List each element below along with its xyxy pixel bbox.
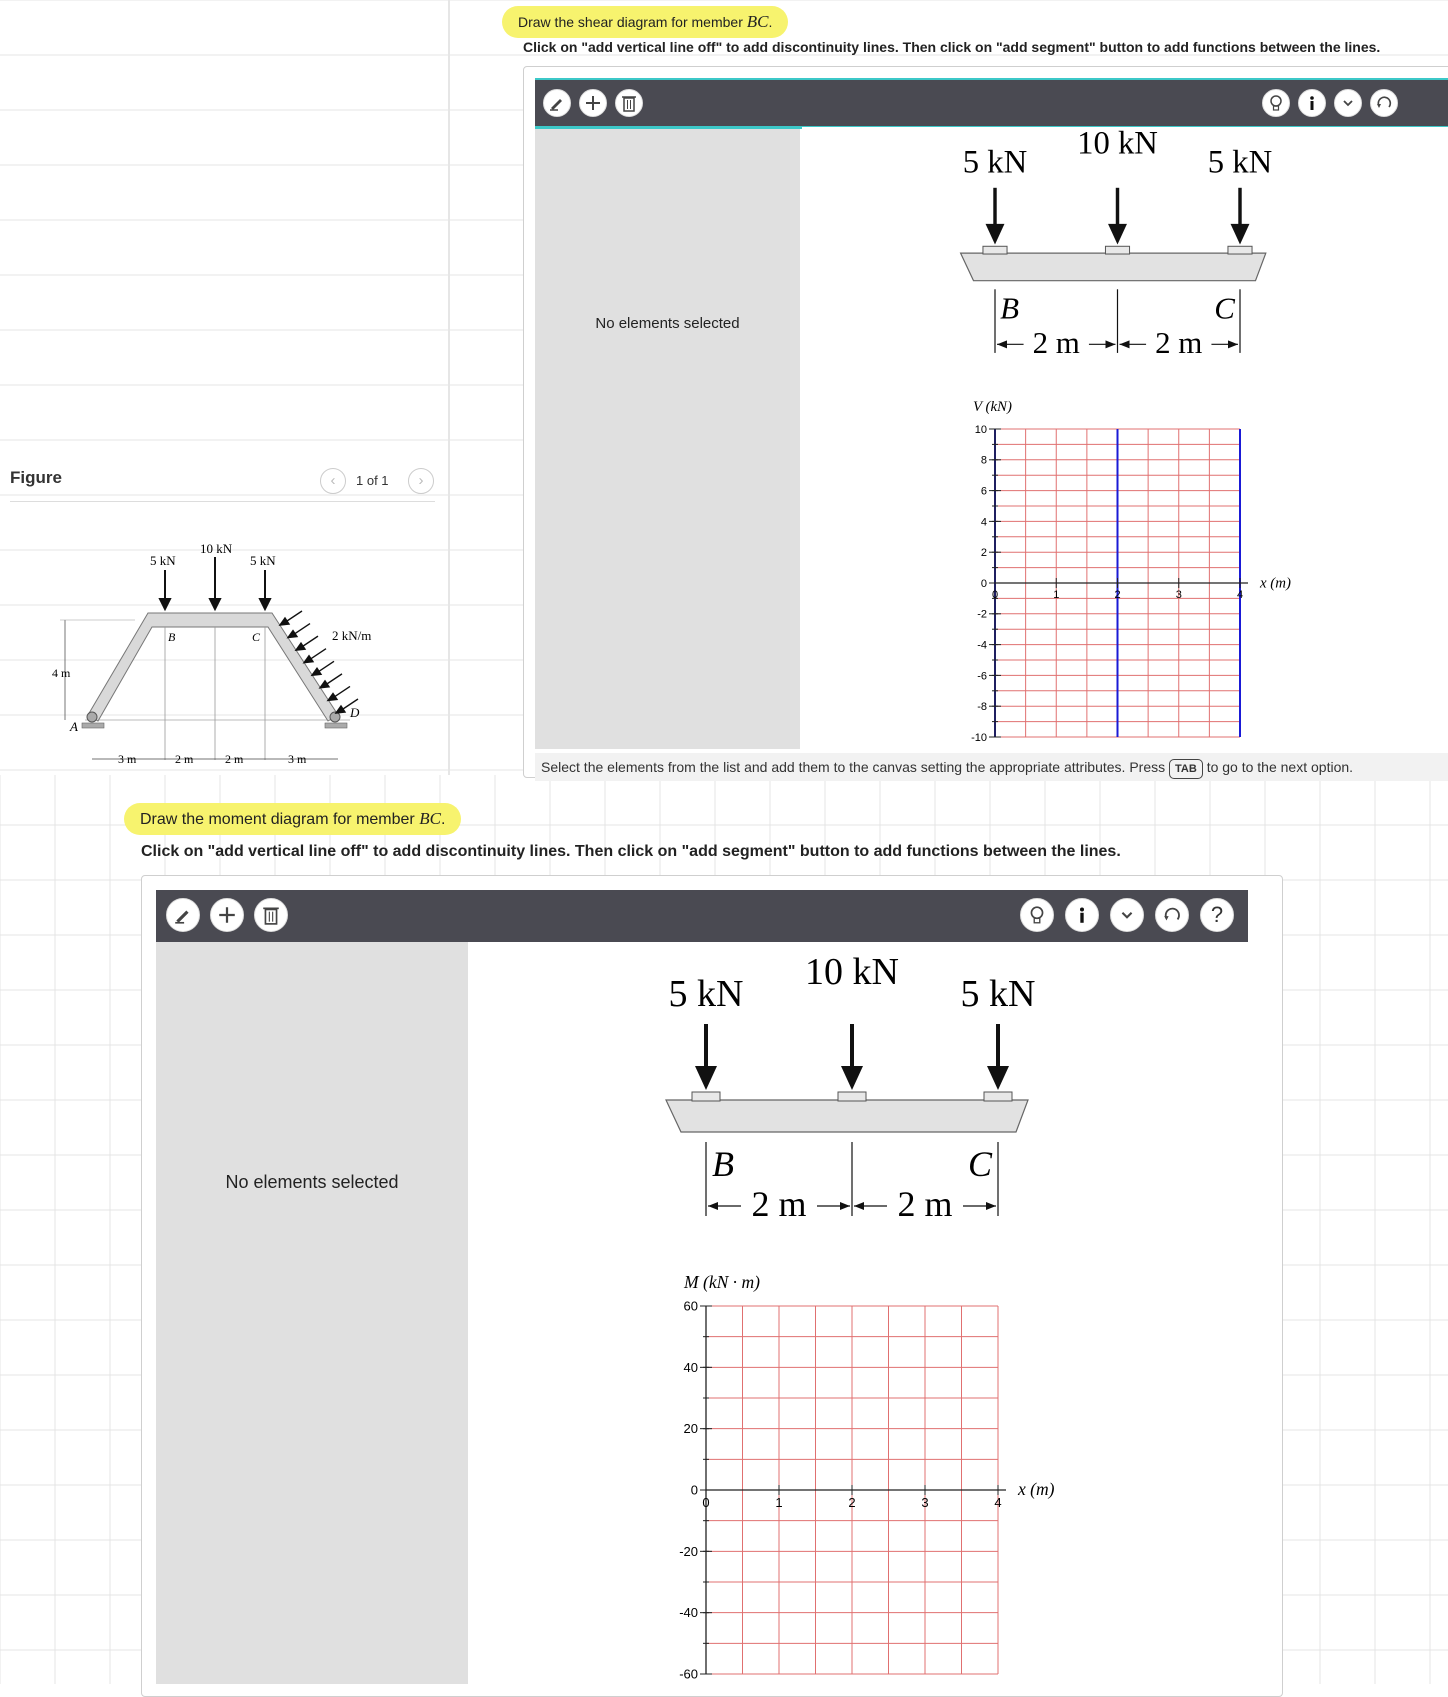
y-tick-label: 8 — [980, 454, 987, 467]
y-tick-label: -4 — [977, 639, 987, 652]
shear-member: BC — [746, 12, 769, 31]
chevron-left-icon[interactable]: ‹ — [320, 468, 346, 494]
shear-canvas-svg[interactable] — [802, 127, 1448, 749]
beam-body — [666, 1100, 1028, 1132]
beam-dim-arrow — [1228, 340, 1238, 348]
x-tick-label: 4 — [1236, 589, 1244, 601]
beam-load-plate — [1105, 246, 1129, 254]
beam-label-B: B — [1000, 290, 1020, 326]
shear-task-title: Draw the shear diagram for member BC. — [502, 6, 788, 38]
y-tick-label: -8 — [977, 701, 987, 714]
chevron-right-icon[interactable]: › — [408, 468, 434, 494]
y-axis-label: V (kN) — [973, 399, 1012, 415]
moment-member: BC — [419, 809, 441, 828]
beam-load-plate — [692, 1092, 720, 1101]
support-A — [87, 712, 97, 722]
y-tick-label: 0 — [690, 1482, 698, 1498]
fig-span-1: 3 m — [118, 752, 137, 766]
y-tick-label: -6 — [977, 670, 987, 683]
fig-span-2: 2 m — [175, 752, 194, 766]
lightbulb-icon[interactable] — [1262, 89, 1290, 117]
fig-load-1: 5 kN — [150, 553, 176, 568]
y-tick-label: 60 — [683, 1298, 698, 1314]
draw-tool-icon[interactable] — [543, 89, 571, 117]
reset-icon[interactable] — [1155, 898, 1189, 932]
dist-load-arrowhead — [280, 618, 289, 625]
beam-load-label: 5 kN — [668, 973, 744, 1015]
trash-icon[interactable] — [615, 89, 643, 117]
beam-load-plate — [983, 246, 1007, 254]
beam-dim-label: 2 m — [897, 1184, 953, 1224]
shear-status-bar: Select the elements from the list and add them to the canvas setting the appropriate attributes. Press TAB to go to the next option. — [535, 753, 1448, 781]
shear-sidebar — [535, 129, 800, 749]
beam-dim-label: 2 m — [1032, 324, 1080, 360]
shear-side-text: No elements selected — [595, 315, 740, 332]
y-tick-label: 4 — [980, 516, 987, 529]
figure-panel-divider — [448, 0, 450, 775]
y-tick-label: 20 — [683, 1421, 698, 1437]
shear-instruction: Click on "add vertical line off" to add discontinuity lines. Then click on "add segment" button to add functions between the lines. — [523, 39, 1381, 55]
fig-load-2: 10 kN — [200, 541, 233, 556]
moment-sidebar — [156, 942, 468, 1684]
beam-dim-arrow — [854, 1202, 864, 1210]
beam-dim-arrow — [840, 1202, 850, 1210]
dist-load-arrowhead — [312, 668, 321, 675]
x-tick-label: 1 — [1053, 589, 1060, 601]
info-icon[interactable] — [1065, 898, 1099, 932]
x-tick-label: 3 — [1175, 589, 1182, 601]
beam-dim-label: 2 m — [751, 1184, 807, 1224]
moment-task-title: Draw the moment diagram for member BC. — [124, 803, 461, 835]
moment-canvas[interactable] — [476, 946, 1241, 1684]
moment-canvas-svg[interactable] — [476, 946, 1241, 1684]
beam-dim-arrow — [708, 1202, 718, 1210]
fig-load-3: 5 kN — [250, 553, 276, 568]
beam-load-arrowhead — [841, 1066, 863, 1090]
y-tick-label: 0 — [980, 577, 987, 590]
beam-load-label: 10 kN — [805, 951, 899, 993]
beam-load-plate — [1228, 246, 1252, 254]
chevron-down-icon[interactable] — [1110, 898, 1144, 932]
lightbulb-icon[interactable] — [1020, 898, 1054, 932]
x-tick-label: 2 — [1114, 589, 1121, 601]
chevron-down-icon[interactable] — [1334, 89, 1362, 117]
beam-load-label: 5 kN — [962, 144, 1028, 181]
shear-toolbar — [535, 78, 1448, 129]
y-tick-label: -2 — [977, 608, 987, 621]
figure-pager — [320, 468, 436, 494]
plus-icon[interactable] — [210, 898, 244, 932]
x-tick-label: 0 — [991, 589, 999, 601]
fig-label-C: C — [252, 630, 261, 644]
x-tick-label: 1 — [775, 1495, 783, 1510]
y-tick-label: -10 — [971, 731, 987, 744]
x-axis-label: x (m) — [1018, 1479, 1055, 1500]
beam-load-plate — [838, 1092, 866, 1101]
plus-icon[interactable] — [579, 89, 607, 117]
x-tick-label: 4 — [994, 1495, 1002, 1510]
y-tick-label: -40 — [679, 1605, 698, 1621]
y-tick-label: 10 — [974, 423, 987, 436]
draw-tool-icon[interactable] — [166, 898, 200, 932]
y-axis-label: M (kN · m) — [684, 1272, 760, 1292]
tab-key-badge: TAB — [1169, 759, 1203, 779]
x-tick-label: 3 — [921, 1495, 929, 1510]
y-tick-label: 2 — [980, 547, 987, 560]
info-icon[interactable] — [1298, 89, 1326, 117]
beam-load-arrowhead — [986, 224, 1005, 245]
fig-span-4: 3 m — [288, 752, 307, 766]
beam-load-label: 5 kN — [1207, 144, 1273, 181]
y-tick-label: -20 — [679, 1543, 698, 1559]
height-dim-label: 4 m — [52, 666, 71, 680]
dist-load-arrowhead — [288, 631, 297, 638]
pager-label: 1 of 1 — [356, 473, 389, 488]
beam-body — [961, 253, 1266, 281]
trash-icon[interactable] — [254, 898, 288, 932]
x-axis-label: x (m) — [1260, 575, 1291, 592]
fig-label-A: A — [70, 719, 78, 734]
shear-canvas[interactable] — [802, 127, 1448, 749]
beam-dim-arrow — [986, 1202, 996, 1210]
beam-load-arrowhead — [695, 1066, 717, 1090]
moment-side-text: No elements selected — [225, 1172, 399, 1192]
fig-span-3: 2 m — [225, 752, 244, 766]
fig-label-B: B — [168, 630, 176, 644]
x-tick-label: 0 — [702, 1495, 710, 1510]
reset-icon[interactable] — [1370, 89, 1398, 117]
beam-load-arrowhead — [987, 1066, 1009, 1090]
beam-dim-label: 2 m — [1155, 324, 1203, 360]
beam-dim-arrow — [1106, 340, 1116, 348]
dist-load-arrowhead — [328, 693, 337, 700]
fig-dist-load: 2 kN/m — [332, 628, 372, 643]
beam-load-label: 10 kN — [1077, 127, 1158, 162]
x-tick-label: 2 — [848, 1495, 856, 1510]
beam-load-label: 5 kN — [960, 973, 1036, 1015]
beam-dim-arrow — [1120, 340, 1130, 348]
help-icon[interactable]: ? — [1200, 898, 1234, 932]
moment-toolbar — [156, 890, 1248, 942]
dist-load-arrowhead — [304, 656, 313, 663]
beam-label-C: C — [968, 1144, 993, 1184]
beam-load-plate — [984, 1092, 1012, 1101]
y-tick-label: 6 — [980, 485, 987, 498]
y-tick-label: 40 — [683, 1359, 698, 1375]
beam-load-arrowhead — [1108, 224, 1127, 245]
beam-label-B: B — [712, 1144, 734, 1184]
dist-load-arrowhead — [336, 706, 345, 713]
y-tick-label: -60 — [679, 1666, 698, 1682]
beam-dim-arrow — [997, 340, 1007, 348]
figure-rule — [10, 501, 435, 502]
frame-figure — [40, 535, 400, 775]
figure-title: Figure — [10, 468, 62, 487]
beam-load-arrowhead — [1231, 224, 1250, 245]
beam-label-C: C — [1214, 290, 1235, 326]
dist-load-arrowhead — [296, 643, 305, 650]
dist-load-arrowhead — [320, 681, 329, 688]
fig-label-D: D — [350, 705, 360, 720]
moment-instruction: Click on "add vertical line off" to add discontinuity lines. Then click on "add segment" button to add functions between the lines. — [141, 843, 1121, 860]
